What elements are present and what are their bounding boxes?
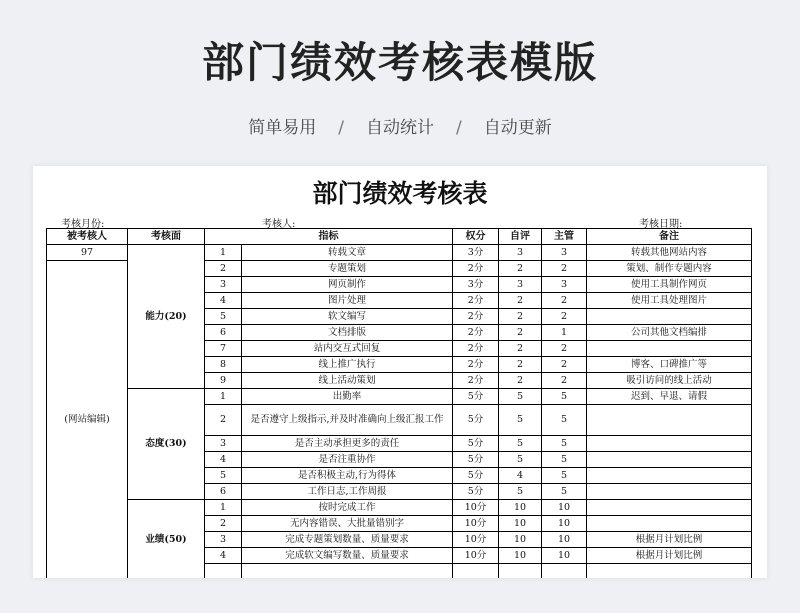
note-cell: 公司其他文档编排	[587, 325, 752, 341]
manager-score-cell: 5	[542, 405, 587, 436]
weight-cell: 2分	[453, 341, 499, 357]
subtitle-separator: /	[338, 118, 344, 138]
sheet-title: 部门绩效考核表	[312, 179, 488, 208]
table-row	[47, 245, 752, 261]
header-manager: 主管	[542, 229, 587, 245]
row-number-cell: 4	[205, 293, 242, 309]
manager-score-cell: 2	[542, 357, 587, 373]
header-note: 备注	[587, 229, 752, 245]
weight-cell: 2分	[453, 293, 499, 309]
header-self: 自评	[499, 229, 542, 245]
indicator-cell: 完成软文编写数量、质量要求	[242, 548, 453, 564]
row-number-cell: 1	[205, 500, 242, 516]
note-cell	[587, 500, 752, 516]
manager-score-cell: 5	[542, 389, 587, 405]
manager-score-cell: 5	[542, 468, 587, 484]
page-title: 部门绩效考核表模版	[201, 38, 598, 87]
manager-score-cell	[542, 564, 587, 579]
subtitle-item: 自动统计	[366, 118, 434, 138]
self-score-cell: 2	[499, 373, 542, 389]
note-cell	[587, 564, 752, 579]
weight-cell: 2分	[453, 325, 499, 341]
note-cell: 策划、制作专题内容	[587, 261, 752, 277]
note-cell: 迟到、早退、请假	[587, 389, 752, 405]
indicator-cell: 转载文章	[242, 245, 453, 261]
row-number-cell: 4	[205, 548, 242, 564]
note-cell: 使用工具处理图片	[587, 293, 752, 309]
note-cell	[587, 484, 752, 500]
row-number-cell: 6	[205, 484, 242, 500]
header-indicator: 指标	[205, 229, 453, 245]
month-label: 考核月份:	[61, 219, 105, 230]
self-score-cell: 5	[499, 484, 542, 500]
note-cell	[587, 436, 752, 452]
date-label: 考核日期:	[639, 219, 683, 230]
note-cell	[587, 405, 752, 436]
manager-score-cell: 2	[542, 373, 587, 389]
self-score-cell: 10	[499, 516, 542, 532]
self-score-cell: 3	[499, 277, 542, 293]
row-number-cell: 1	[205, 245, 242, 261]
row-number-cell: 3	[205, 277, 242, 293]
weight-cell: 10分	[453, 548, 499, 564]
manager-score-cell: 10	[542, 532, 587, 548]
row-number-cell: 2	[205, 405, 242, 436]
indicator-cell: 工作日志,工作周报	[242, 484, 453, 500]
weight-cell	[453, 564, 499, 579]
note-cell: 根据月计划比例	[587, 548, 752, 564]
self-score-cell: 3	[499, 245, 542, 261]
weight-cell: 5分	[453, 389, 499, 405]
indicator-cell	[242, 564, 453, 579]
note-cell	[587, 468, 752, 484]
row-number-cell: 5	[205, 468, 242, 484]
manager-score-cell: 10	[542, 548, 587, 564]
manager-score-cell: 10	[542, 516, 587, 532]
row-number-cell	[205, 564, 242, 579]
weight-cell: 5分	[453, 452, 499, 468]
note-cell: 博客、口碑推广等	[587, 357, 752, 373]
indicator-cell: 专题策划	[242, 261, 453, 277]
weight-cell: 5分	[453, 468, 499, 484]
indicator-cell: 是否主动承担更多的责任	[242, 436, 453, 452]
self-score-cell: 2	[499, 325, 542, 341]
self-score-cell: 5	[499, 452, 542, 468]
self-score-cell: 5	[499, 405, 542, 436]
subtitle-separator: /	[456, 118, 462, 138]
header-aspect: 考核面	[128, 229, 205, 245]
note-cell: 使用工具制作网页	[587, 277, 752, 293]
indicator-cell: 图片处理	[242, 293, 453, 309]
row-number-cell: 7	[205, 341, 242, 357]
row-number-cell: 2	[205, 261, 242, 277]
manager-score-cell: 1	[542, 325, 587, 341]
self-score-cell: 5	[499, 389, 542, 405]
weight-cell: 5分	[453, 405, 499, 436]
manager-score-cell: 5	[542, 452, 587, 468]
weight-cell: 2分	[453, 373, 499, 389]
indicator-cell: 按时完成工作	[242, 500, 453, 516]
row-number-cell: 8	[205, 357, 242, 373]
note-cell	[587, 452, 752, 468]
subtitle	[0, 113, 800, 138]
manager-score-cell: 3	[542, 245, 587, 261]
header-weight: 权分	[453, 229, 499, 245]
person-name-cell: (网站编辑)	[47, 261, 128, 579]
manager-score-cell: 2	[542, 293, 587, 309]
indicator-cell: 软文编写	[242, 309, 453, 325]
weight-cell: 5分	[453, 436, 499, 452]
indicator-cell: 是否遵守上级指示,并及时准确向上级汇报工作	[242, 405, 453, 436]
self-score-cell: 2	[499, 341, 542, 357]
indicator-cell: 线上活动策划	[242, 373, 453, 389]
self-score-cell: 5	[499, 436, 542, 452]
weight-cell: 10分	[453, 516, 499, 532]
self-score-cell	[499, 564, 542, 579]
self-score-cell: 10	[499, 548, 542, 564]
indicator-cell: 线上推广执行	[242, 357, 453, 373]
row-number-cell: 2	[205, 516, 242, 532]
self-score-cell: 2	[499, 309, 542, 325]
row-number-cell: 6	[205, 325, 242, 341]
aspect-cell: 能力(20)	[128, 245, 205, 389]
weight-cell: 2分	[453, 261, 499, 277]
weight-cell: 2分	[453, 357, 499, 373]
note-cell: 转载其他网站内容	[587, 245, 752, 261]
row-number-cell: 4	[205, 452, 242, 468]
self-score-cell: 4	[499, 468, 542, 484]
self-score-cell: 2	[499, 293, 542, 309]
indicator-cell: 出勤率	[242, 389, 453, 405]
person-score-cell: 97	[47, 245, 128, 261]
subtitle-item: 简单易用	[248, 118, 317, 138]
indicator-cell: 完成专题策划数量、质量要求	[242, 532, 453, 548]
assessor-label: 考核人:	[262, 219, 296, 230]
note-cell	[587, 309, 752, 325]
table-row	[47, 500, 752, 516]
indicator-cell: 是否积极主动,行为得体	[242, 468, 453, 484]
manager-score-cell: 2	[542, 309, 587, 325]
row-number-cell: 3	[205, 532, 242, 548]
row-number-cell: 1	[205, 389, 242, 405]
manager-score-cell: 5	[542, 436, 587, 452]
note-cell: 吸引访问的线上活动	[587, 373, 752, 389]
indicator-cell: 无内容错误、大批量错别字	[242, 516, 453, 532]
indicator-cell: 网页制作	[242, 277, 453, 293]
manager-score-cell: 2	[542, 341, 587, 357]
indicator-cell: 站内交互式回复	[242, 341, 453, 357]
manager-score-cell: 10	[542, 500, 587, 516]
sheet-preview	[33, 166, 767, 578]
aspect-cell: 业绩(50)	[128, 500, 205, 579]
assessment-table	[46, 228, 752, 578]
self-score-cell: 10	[499, 500, 542, 516]
table-row	[47, 389, 752, 405]
self-score-cell: 2	[499, 357, 542, 373]
indicator-cell: 是否注重协作	[242, 452, 453, 468]
manager-score-cell: 2	[542, 261, 587, 277]
aspect-cell: 态度(30)	[128, 389, 205, 500]
note-cell	[587, 516, 752, 532]
row-number-cell: 3	[205, 436, 242, 452]
table-header-row	[47, 229, 752, 245]
manager-score-cell: 3	[542, 277, 587, 293]
self-score-cell: 2	[499, 261, 542, 277]
row-number-cell: 9	[205, 373, 242, 389]
self-score-cell: 10	[499, 532, 542, 548]
note-cell: 根据月计划比例	[587, 532, 752, 548]
weight-cell: 3分	[453, 245, 499, 261]
weight-cell: 5分	[453, 484, 499, 500]
indicator-cell: 文档排版	[242, 325, 453, 341]
weight-cell: 3分	[453, 277, 499, 293]
subtitle-item: 自动更新	[483, 118, 552, 138]
header-person: 被考核人	[47, 229, 128, 245]
weight-cell: 2分	[453, 309, 499, 325]
weight-cell: 10分	[453, 532, 499, 548]
weight-cell: 10分	[453, 500, 499, 516]
note-cell	[587, 341, 752, 357]
row-number-cell: 5	[205, 309, 242, 325]
manager-score-cell: 5	[542, 484, 587, 500]
